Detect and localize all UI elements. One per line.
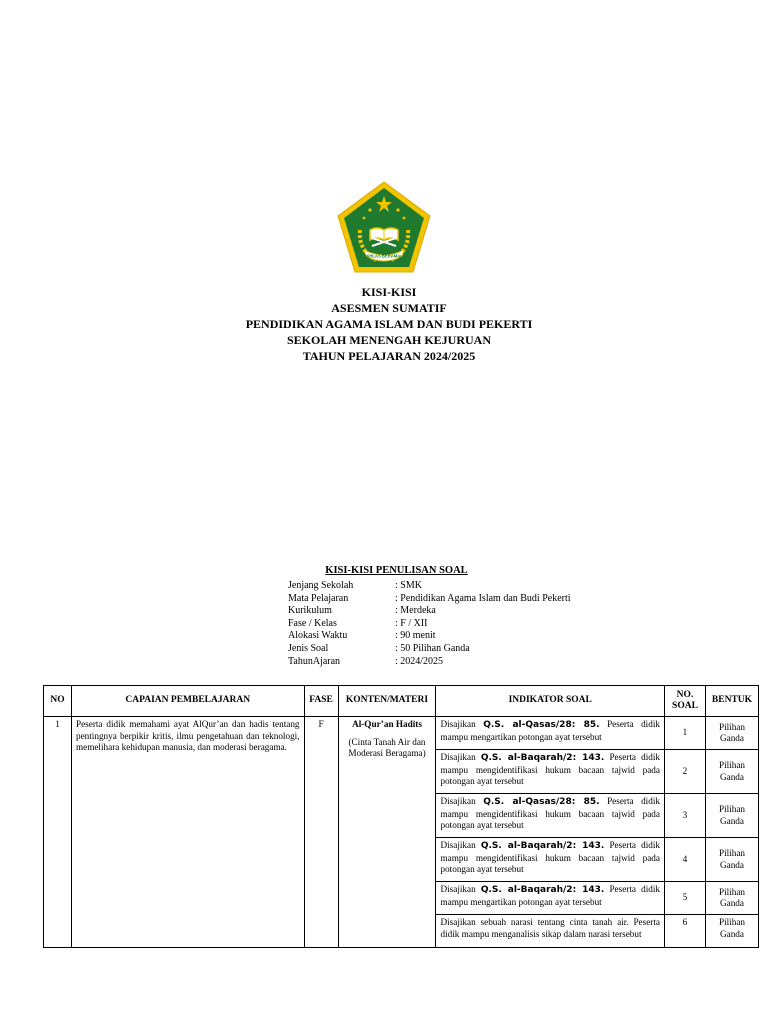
info-value: : SMK [395, 580, 422, 591]
cell-indikator [436, 794, 665, 838]
title-line: ASESMEN SUMATIF [331, 301, 447, 315]
title-line: SEKOLAH MENENGAH KEJURUAN [286, 333, 492, 347]
cell-no-soal: 6 [664, 915, 705, 948]
indikator-surah: Q.S. al-Baqarah/2: 143. [480, 885, 605, 895]
title-line: TAHUN PELAJARAN 2024/2025 [302, 349, 476, 363]
info-value: : Pendidikan Agama Islam dan Budi Pekerti [395, 592, 571, 604]
konten-subtitle: (Cinta Tanah Air dan Moderasi Beragama) [348, 736, 426, 758]
cell-indikator [436, 838, 665, 882]
info-label: Kurikulum [288, 605, 332, 617]
info-block [288, 580, 571, 668]
info-row [288, 605, 571, 618]
info-value: : 2024/2025 [395, 655, 444, 667]
info-row [288, 643, 571, 656]
info-row [288, 593, 571, 606]
info-label: TahunAjaran [288, 655, 341, 667]
info-row [288, 630, 571, 643]
indikator-text: Peserta didik mampu mengidentifikasi hukum bacaan tajwid pada potongan ayat tersebut [440, 796, 660, 830]
info-value: : F / XII [395, 617, 428, 629]
cell-bentuk: Pilihan Ganda [705, 794, 758, 838]
title-line: KISI-KISI [361, 285, 417, 299]
cell-no-soal: 3 [664, 794, 705, 838]
indikator-text: Disajikan [440, 796, 484, 806]
indikator-text: Disajikan [440, 840, 481, 850]
info-label: Fase / Kelas [288, 617, 337, 629]
title-line: PENDIDIKAN AGAMA ISLAM DAN BUDI PEKERTI [245, 317, 533, 331]
indikator-text: Peserta didik mampu mengidentifikasi hukum bacaan tajwid pada potongan ayat tersebut [440, 840, 660, 874]
header-bentuk: BENTUK [705, 686, 758, 717]
logo-motto: IKHLAS BERAMAL [365, 253, 403, 259]
header-fase: FASE [304, 686, 338, 717]
indikator-surah: Q.S. al-Baqarah/2: 143. [480, 753, 605, 763]
section-subtitle: KISI-KISI PENULISAN SOAL [325, 565, 468, 576]
indikator-text: Disajikan [440, 752, 481, 762]
cell-no-soal: 2 [664, 750, 705, 794]
info-row [288, 618, 571, 631]
cell-no: 1 [44, 717, 72, 948]
indikator-text: Peserta didik mampu mengartikan potongan ayat tersebut [440, 719, 660, 742]
document-title [0, 284, 768, 364]
cell-indikator [436, 882, 665, 915]
kisi-kisi-table [43, 685, 759, 948]
cell-fase: F [304, 717, 338, 948]
cell-no-soal: 4 [664, 838, 705, 882]
indikator-surah: Q.S. al-Qasas/28: 85. [483, 720, 600, 730]
cell-bentuk: Pilihan Ganda [705, 750, 758, 794]
info-value: : 50 Pilihan Ganda [395, 642, 470, 654]
cell-indikator [436, 750, 665, 794]
header-capaian: CAPAIAN PEMBELAJARAN [71, 686, 304, 717]
info-row [288, 656, 571, 669]
cell-bentuk: Pilihan Ganda [705, 717, 758, 750]
cell-capaian: Peserta didik memahami ayat AlQur’an dan hadis tentang pentingnya berpikir kritis, ilmu pengetahuan dan teknologi, memelihara kehidupan manusia, dan moderasi beragama. [71, 717, 304, 948]
indikator-text: Peserta didik mampu mengidentifikasi hukum bacaan tajwid pada potongan ayat tersebut [440, 752, 660, 786]
info-label: Jenis Soal [288, 642, 329, 654]
info-value: : Merdeka [395, 605, 436, 617]
header-no: NO [44, 686, 72, 717]
info-label: Jenjang Sekolah [288, 580, 354, 591]
cell-bentuk: Pilihan Ganda [705, 915, 758, 948]
cell-no-soal: 1 [664, 717, 705, 750]
header-konten: KONTEN/MATERI [338, 686, 436, 717]
cell-bentuk: Pilihan Ganda [705, 838, 758, 882]
indikator-text: Peserta didik mampu mengartikan potongan ayat tersebut [440, 884, 660, 907]
info-label: Alokasi Waktu [288, 630, 348, 642]
table-row [44, 717, 759, 750]
indikator-text: Disajikan sebuah narasi tentang cinta tanah air. Peserta didik mampu menganalisis sikap dalam narasi tersebut [440, 917, 660, 939]
kemenag-logo [336, 180, 432, 274]
header-indikator: INDIKATOR SOAL [436, 686, 665, 717]
header-no-soal: NO. SOAL [664, 686, 705, 717]
cell-indikator [436, 915, 665, 948]
cell-bentuk: Pilihan Ganda [705, 882, 758, 915]
indikator-text: Disajikan [440, 884, 481, 894]
cell-no-soal: 5 [664, 882, 705, 915]
table-header-row [44, 686, 759, 717]
info-value: : 90 menit [395, 630, 436, 642]
indikator-surah: Q.S. al-Baqarah/2: 143. [480, 841, 605, 851]
konten-title: Al-Qur’an Hadits [352, 719, 422, 729]
info-row [288, 580, 571, 593]
cell-indikator [436, 717, 665, 750]
indikator-surah: Q.S. al-Qasas/28: 85. [483, 797, 600, 807]
indikator-text: Disajikan [440, 719, 484, 729]
info-label: Mata Pelajaran [288, 592, 349, 604]
cell-konten [338, 717, 436, 948]
